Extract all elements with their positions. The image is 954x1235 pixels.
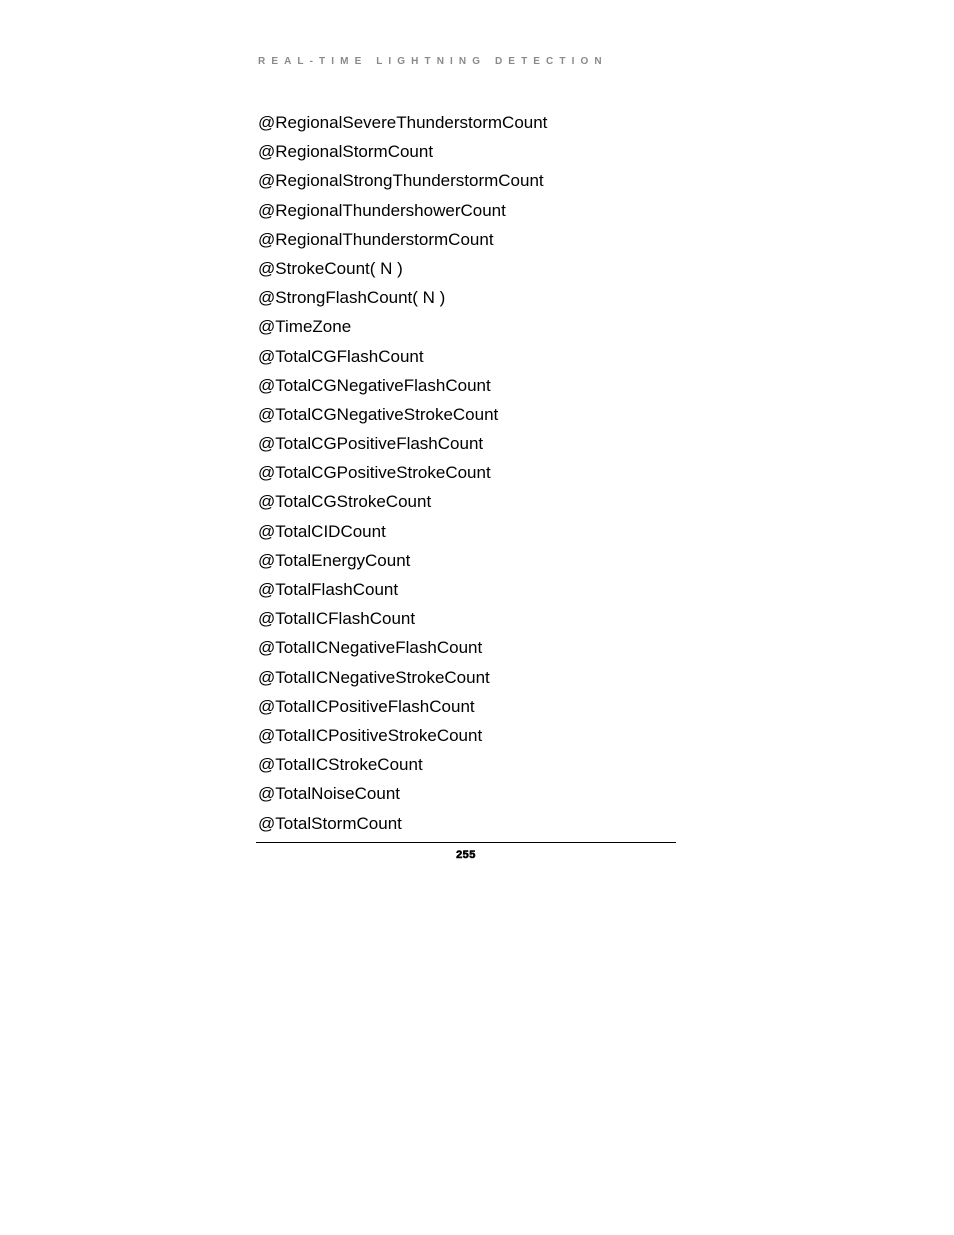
list-item: @TimeZone: [258, 317, 352, 337]
variable-list: [258, 108, 547, 838]
page-number: 255: [456, 849, 476, 861]
list-item: @RegionalSevereThunderstormCount: [258, 113, 548, 132]
list-item: @TotalICNegativeStrokeCount: [258, 667, 490, 687]
list-item: @TotalICPositiveFlashCount: [258, 696, 475, 716]
list-item: @TotalICPositiveStrokeCount: [258, 725, 483, 745]
list-item: @StrokeCount( N ): [258, 258, 403, 278]
list-item: @TotalNoiseCount: [258, 784, 400, 804]
list-item: @TotalCGFlashCount: [258, 346, 424, 366]
list-item: @TotalCGPositiveStrokeCount: [258, 463, 491, 483]
list-item: @TotalStormCount: [258, 813, 402, 833]
list-item: @RegionalStormCount: [258, 142, 434, 162]
list-item: @RegionalThundershowerCount: [258, 200, 506, 220]
list-item: @TotalICFlashCount: [258, 609, 416, 629]
footer-divider: [256, 842, 676, 843]
list-item: @StrongFlashCount( N ): [258, 288, 446, 308]
list-item: @TotalEnergyCount: [258, 550, 411, 570]
list-item: @TotalFlashCount: [258, 580, 399, 599]
list-item: @RegionalStrongThunderstormCount: [258, 171, 544, 191]
running-header: REAL-TIME LIGHTNING DETECTION: [258, 56, 608, 67]
list-item: @RegionalThunderstormCount: [258, 229, 494, 249]
list-item: @TotalCIDCount: [258, 521, 386, 541]
list-item: @TotalCGNegativeStrokeCount: [258, 404, 499, 424]
list-item: @TotalCGPositiveFlashCount: [258, 434, 484, 454]
list-item: @TotalICNegativeFlashCount: [258, 638, 483, 658]
list-item: @TotalICStrokeCount: [258, 755, 423, 775]
list-item: @TotalCGStrokeCount: [258, 492, 432, 512]
list-item: @TotalCGNegativeFlashCount: [258, 375, 491, 395]
